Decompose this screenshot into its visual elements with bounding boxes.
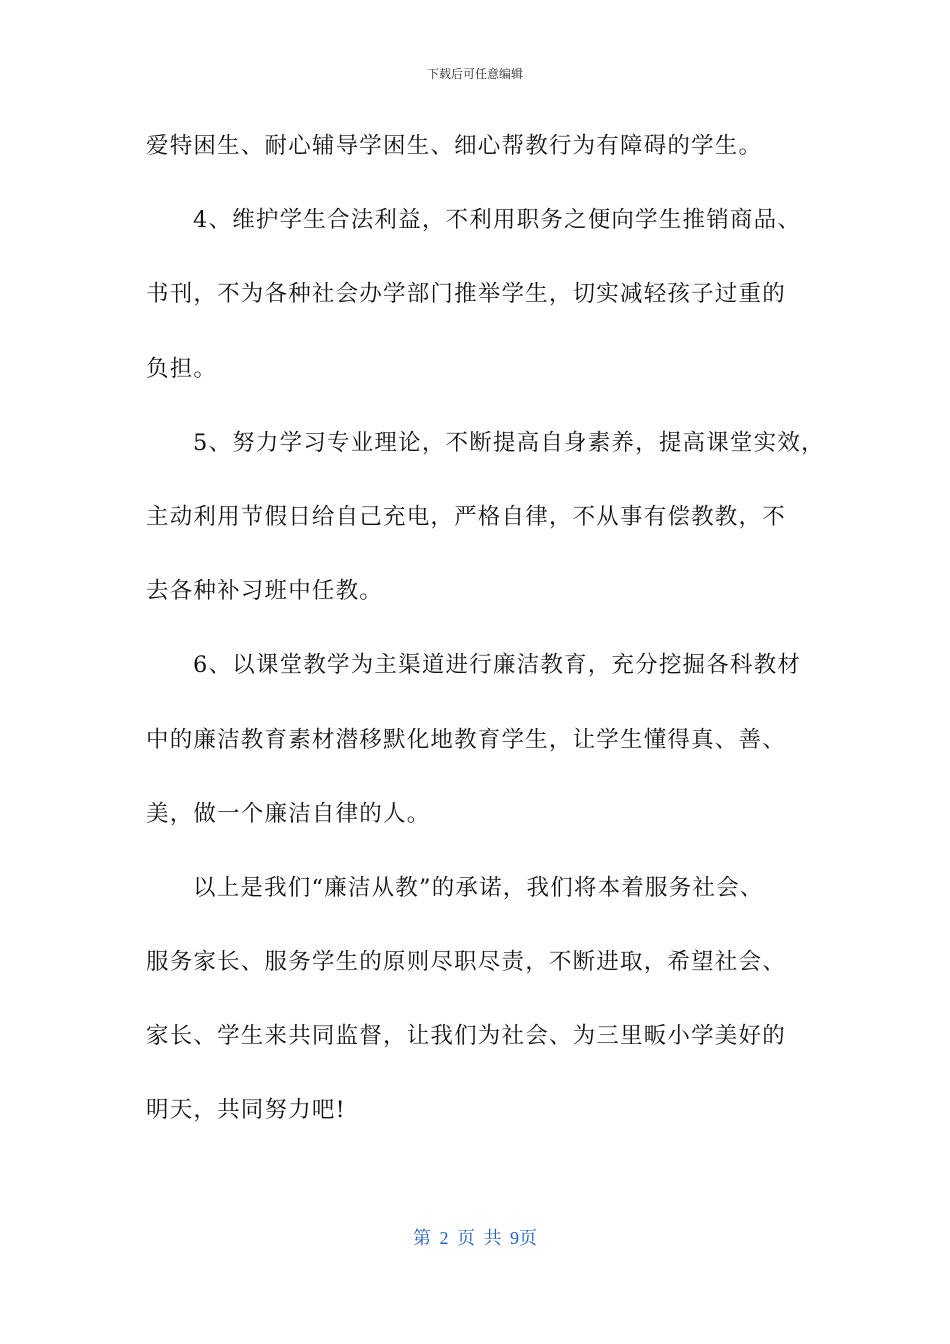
body-line: 美，做一个廉洁自律的人。 <box>146 800 431 827</box>
body-line: 4、维护学生合法利益，不利用职务之便向学生推销商品、 <box>193 207 802 234</box>
body-line: 明天，共同努力吧! <box>146 1097 346 1124</box>
body-line: 爱特困生、耐心辅导学困生、细心帮教行为有障碍的学生。 <box>146 133 763 159</box>
page-header: 下载后可任意编辑 <box>426 67 523 81</box>
body-line: 书刊，不为各种社会办学部门推举学生，切实减轻孩子过重的 <box>146 281 786 308</box>
body-line: 以上是我们“廉洁从教”的承诺，我们将本着服务社会、 <box>193 874 764 901</box>
document-body <box>146 118 826 1157</box>
body-line: 6、以课堂教学为主渠道进行廉洁教育，充分挖掘各科教材 <box>193 652 802 679</box>
body-line: 中的廉洁教育素材潜移默化地教育学生，让学生懂得真、善、 <box>146 726 786 753</box>
body-line: 5、努力学习专业理论，不断提高自身素养，提高课堂实效， <box>193 429 825 456</box>
body-line: 服务家长、服务学生的原则尽职尽责，不断进取，希望社会、 <box>146 949 786 976</box>
body-line: 家长、学生来共同监督，让我们为社会、为三里畈小学美好的 <box>146 1023 786 1050</box>
body-line: 去各种补习班中任教。 <box>146 578 384 605</box>
body-line: 主动利用节假日给自己充电，严格自律，不从事有偿教教，不 <box>146 503 786 530</box>
page-number-footer: 第 2 页 共 9页 <box>413 1228 537 1248</box>
body-line: 负担。 <box>146 355 218 382</box>
